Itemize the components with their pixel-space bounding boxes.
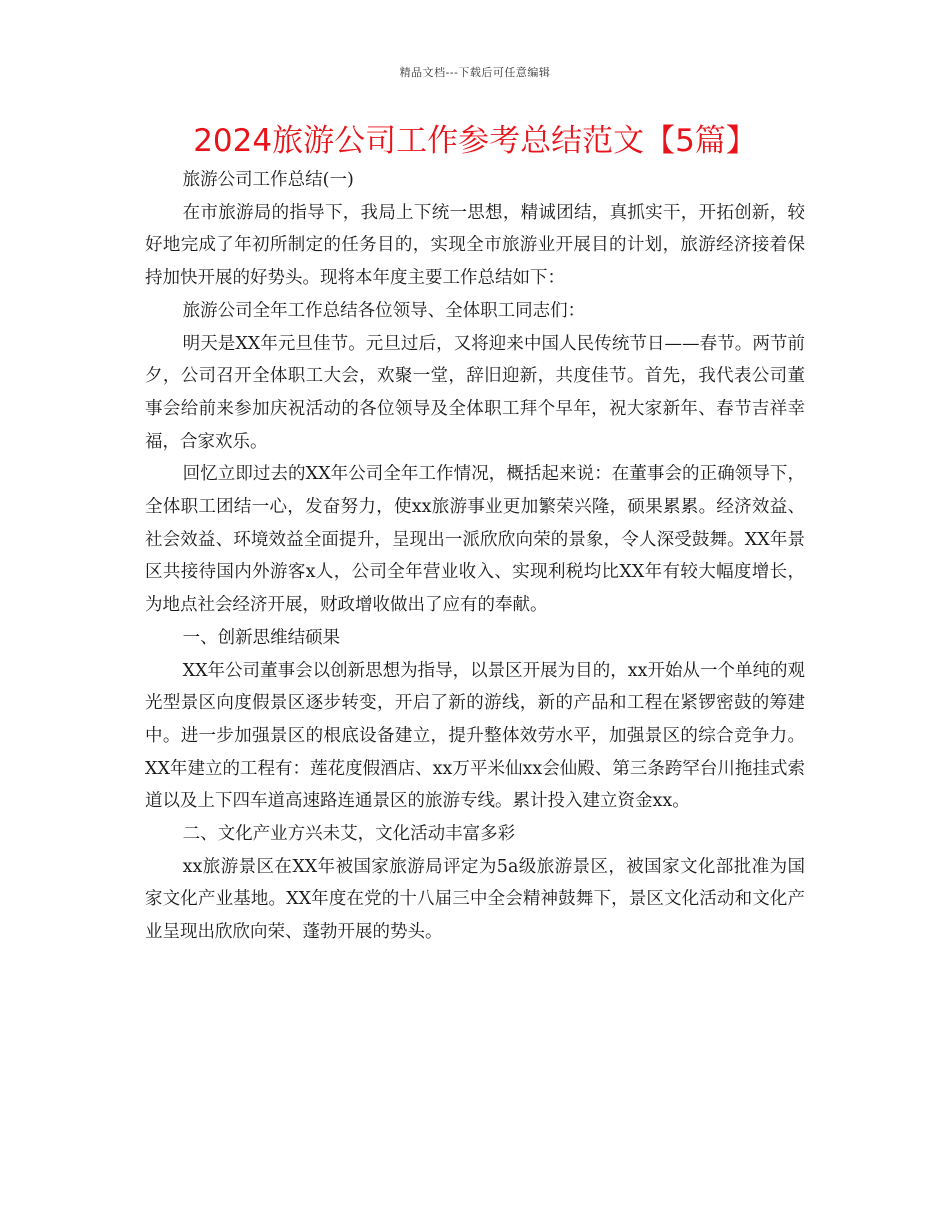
section-heading: 一、创新思维结硕果 (182, 627, 341, 648)
section-heading: 旅游公司工作总结(一) (182, 170, 354, 190)
paragraph: 明天是XX年元旦佳节。元旦过后，又将迎来中国人民传统节日——春节。两节前夕，公司召开全体职工大会，欢聚一堂，辞旧迎新，共度佳节。首先，我代表公司董事会给前来参加庆祝活动的各位领导及全体职工拜个早年，祝大家新年、春节吉祥幸福，合家欢乐。 (145, 333, 805, 452)
section-heading: 二、文化产业方兴未艾，文化活动丰富多彩 (182, 824, 516, 845)
document-title: 2024旅游公司工作参考总结范文【5篇】 (193, 123, 757, 159)
header-note: 精品文档---下载后可任意编辑 (399, 66, 551, 79)
document-body (145, 164, 805, 949)
paragraph: XX年公司董事会以创新思想为指导，以景区开展为目的，xx开始从一个单纯的观光型景区向度假景区逐步转变，开启了新的游线，新的产品和工程在紧锣密鼓的筹建中。进一步加强景区的根底设备建立，提升整体效劳水平，加强景区的综合竞争力。XX年建立的工程有：莲花度假酒店、xx万平米仙xx会仙殿、第三条跨罕台川拖挂式索道以及上下四车道高速路连通景区的旅游专线。累计投入建立资金xx。 (145, 660, 805, 812)
paragraph: 回忆立即过去的XX年公司全年工作情况，概括起来说：在董事会的正确领导下，全体职工团结一心，发奋努力，使xx旅游事业更加繁荣兴隆，硕果累累。经济效益、社会效益、环境效益全面提升，呈现出一派欣欣向荣的景象，令人深受鼓舞。XX年景区共接待国内外游客x人，公司全年营业收入、实现利税均比XX年有较大幅度增长，为地点社会经济开展，财政增收做出了应有的奉献。 (145, 464, 805, 616)
paragraph: 在市旅游局的指导下，我局上下统一思想，精诚团结，真抓实干，开拓创新，较好地完成了年初所制定的任务目的，实现全市旅游业开展目的计划，旅游经济接着保持加快开展的好势头。现将本年度主要工作总结如下： (145, 202, 805, 289)
paragraph: xx旅游景区在XX年被国家旅游局评定为5a级旅游景区，被国家文化部批准为国家文化产业基地。XX年度在党的十八届三中全会精神鼓舞下，景区文化活动和文化产业呈现出欣欣向荣、蓬勃开展的势头。 (145, 856, 805, 943)
paragraph: 旅游公司全年工作总结各位领导、全体职工同志们： (182, 300, 586, 321)
